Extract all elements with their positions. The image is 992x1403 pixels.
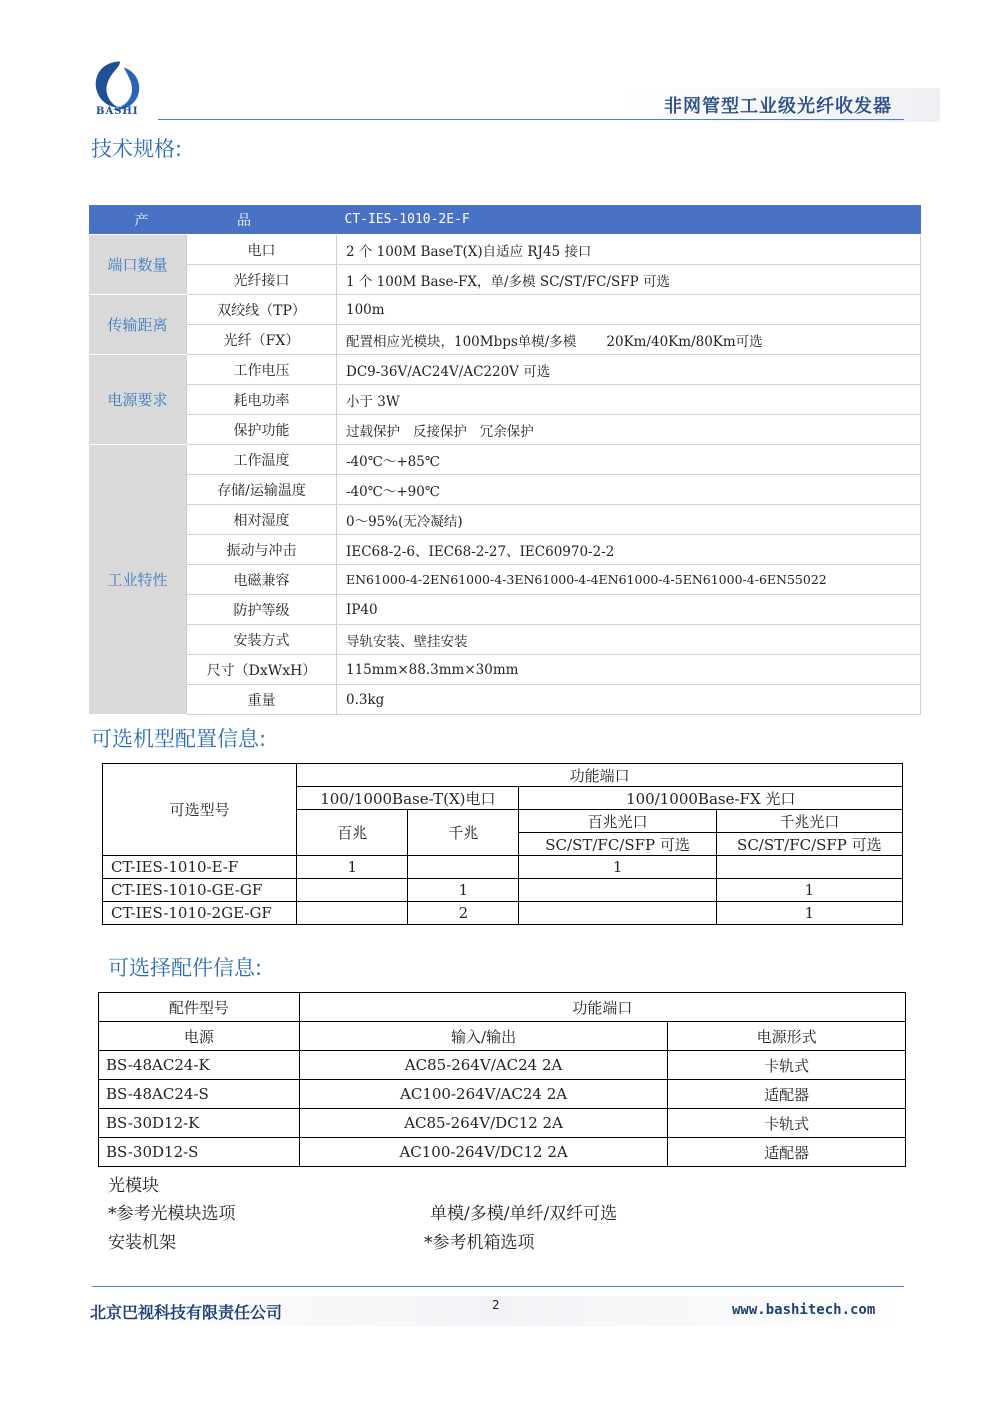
spec-label: 耗电功率	[187, 385, 337, 415]
spec-label: 保护功能	[187, 415, 337, 445]
table-row	[99, 1109, 906, 1138]
model-e1000	[408, 856, 519, 879]
acc-model: BS-30D12-K	[99, 1109, 300, 1138]
spec-value: 0～95%(无冷凝结)	[337, 505, 921, 535]
spec-row	[89, 445, 921, 475]
model-name: CT-IES-1010-GE-GF	[103, 879, 297, 902]
acc-form: 适配器	[668, 1080, 906, 1109]
spec-row	[89, 655, 921, 685]
spec-value: 2 个 100M BaseT(X)自适应 RJ45 接口	[337, 235, 921, 265]
models-table	[102, 763, 903, 925]
models-opt-note: SC/ST/FC/SFP 可选	[716, 833, 902, 856]
spec-group-name: 传输距离	[89, 295, 187, 355]
page-number: 2	[492, 1298, 500, 1312]
spec-value: 0.3kg	[337, 685, 921, 715]
spec-row	[89, 685, 921, 715]
spec-row	[89, 385, 921, 415]
spec-label: 重量	[187, 685, 337, 715]
table-row	[103, 856, 903, 879]
spec-value: 100m	[337, 295, 921, 325]
models-col-electric: 100/1000Base-T(X)电口	[297, 787, 519, 810]
footer-website-link[interactable]: www.bashitech.com	[732, 1302, 876, 1318]
acc-io: AC100-264V/DC12 2A	[299, 1138, 668, 1167]
footer-divider	[92, 1286, 904, 1287]
acc-model: BS-30D12-S	[99, 1138, 300, 1167]
spec-row	[89, 475, 921, 505]
acc-form: 适配器	[668, 1138, 906, 1167]
spec-value: 配置相应光模块，100Mbps单模/多模 20Km/40Km/80Km可选	[337, 325, 921, 355]
note-ref-chassis: *参考机箱选项	[424, 1233, 535, 1253]
spec-value: 过载保护 反接保护 冗余保护	[337, 415, 921, 445]
table-row	[103, 902, 903, 925]
acc-io: AC85-264V/AC24 2A	[299, 1051, 668, 1080]
acc-model: BS-48AC24-K	[99, 1051, 300, 1080]
spec-header-label: 产 品	[89, 205, 337, 235]
document-title: 非网管型工业级光纤收发器	[664, 96, 892, 117]
models-col-1000m-optical: 千兆光口	[716, 810, 902, 833]
model-e100	[297, 879, 408, 902]
spec-group-name: 端口数量	[89, 235, 187, 295]
models-col-model: 可选型号	[103, 764, 297, 856]
spec-row	[89, 625, 921, 655]
spec-row	[89, 295, 921, 325]
spec-value: 115mm×88.3mm×30mm	[337, 655, 921, 685]
note-ref-optical: *参考光模块选项	[108, 1204, 236, 1224]
spec-row	[89, 325, 921, 355]
acc-form: 卡轨式	[668, 1051, 906, 1080]
model-o1000: 1	[716, 902, 902, 925]
spec-header-row	[89, 205, 921, 235]
spec-label: 电口	[187, 235, 337, 265]
spec-value: EN61000-4-2EN61000-4-3EN61000-4-4EN61000-4-5EN61000-4-6EN55022	[337, 565, 921, 595]
model-o1000	[716, 856, 902, 879]
model-o1000: 1	[716, 879, 902, 902]
table-row	[103, 879, 903, 902]
accessories-section-title: 可选择配件信息:	[108, 956, 263, 980]
spec-row	[89, 565, 921, 595]
acc-sub-io: 输入/输出	[299, 1022, 668, 1051]
acc-sub-form: 电源形式	[668, 1022, 906, 1051]
spec-group-name: 工业特性	[89, 445, 187, 715]
acc-io: AC85-264V/DC12 2A	[299, 1109, 668, 1138]
spec-label: 工作电压	[187, 355, 337, 385]
spec-label: 安装方式	[187, 625, 337, 655]
spec-label: 双绞线（TP）	[187, 295, 337, 325]
model-e100: 1	[297, 856, 408, 879]
spec-label: 振动与冲击	[187, 535, 337, 565]
model-o100: 1	[519, 856, 716, 879]
spec-row	[89, 355, 921, 385]
model-o100	[519, 902, 716, 925]
model-e100	[297, 902, 408, 925]
note-optical-module: 光模块	[108, 1176, 159, 1196]
table-row	[99, 1138, 906, 1167]
spec-label: 相对湿度	[187, 505, 337, 535]
spec-section-title: 技术规格:	[91, 137, 183, 161]
models-col-ports: 功能端口	[297, 764, 903, 787]
spec-label: 尺寸（DxWxH）	[187, 655, 337, 685]
spec-row	[89, 595, 921, 625]
model-o100	[519, 879, 716, 902]
spec-value: IEC68-2-6、IEC68-2-27、IEC60970-2-2	[337, 535, 921, 565]
accessories-table	[98, 992, 906, 1167]
acc-io: AC100-264V/AC24 2A	[299, 1080, 668, 1109]
model-name: CT-IES-1010-E-F	[103, 856, 297, 879]
spec-label: 存储/运输温度	[187, 475, 337, 505]
acc-col-model: 配件型号	[99, 993, 300, 1022]
spec-value: IP40	[337, 595, 921, 625]
spec-row	[89, 535, 921, 565]
acc-form: 卡轨式	[668, 1109, 906, 1138]
spec-row	[89, 415, 921, 445]
note-optical-options: 单模/多模/单纤/双纤可选	[430, 1204, 618, 1224]
spec-value: DC9-36V/AC24V/AC220V 可选	[337, 355, 921, 385]
spec-label: 光纤（FX）	[187, 325, 337, 355]
acc-col-ports: 功能端口	[299, 993, 905, 1022]
models-section-title: 可选机型配置信息:	[91, 727, 267, 751]
footer-company: 北京巴视科技有限责任公司	[90, 1303, 283, 1322]
spec-value: 导轨安装、壁挂安装	[337, 625, 921, 655]
brand-name: BASHI	[96, 106, 139, 117]
spec-label: 工作温度	[187, 445, 337, 475]
spec-group-name: 电源要求	[89, 355, 187, 445]
spec-row	[89, 265, 921, 295]
acc-sub-power: 电源	[99, 1022, 300, 1051]
spec-label: 电磁兼容	[187, 565, 337, 595]
spec-row	[89, 235, 921, 265]
model-e1000: 1	[408, 879, 519, 902]
spec-header-value: CT-IES-1010-2E-F	[337, 205, 921, 235]
model-e1000: 2	[408, 902, 519, 925]
spec-label: 光纤接口	[187, 265, 337, 295]
spec-label: 防护等级	[187, 595, 337, 625]
models-col-100m: 百兆	[297, 810, 408, 856]
spec-value: 1 个 100M Base-FX，单/多模 SC/ST/FC/SFP 可选	[337, 265, 921, 295]
spec-row	[89, 505, 921, 535]
spec-value: -40℃～+85℃	[337, 445, 921, 475]
acc-model: BS-48AC24-S	[99, 1080, 300, 1109]
models-col-1000m: 千兆	[408, 810, 519, 856]
models-col-optical: 100/1000Base-FX 光口	[519, 787, 903, 810]
models-col-100m-optical: 百兆光口	[519, 810, 716, 833]
spec-value: 小于 3W	[337, 385, 921, 415]
header-divider	[158, 119, 904, 120]
spec-table	[89, 205, 921, 715]
table-row	[99, 1051, 906, 1080]
table-row	[99, 1080, 906, 1109]
models-opt-note: SC/ST/FC/SFP 可选	[519, 833, 716, 856]
model-name: CT-IES-1010-2GE-GF	[103, 902, 297, 925]
note-rack: 安装机架	[108, 1233, 176, 1253]
spec-value: -40℃～+90℃	[337, 475, 921, 505]
